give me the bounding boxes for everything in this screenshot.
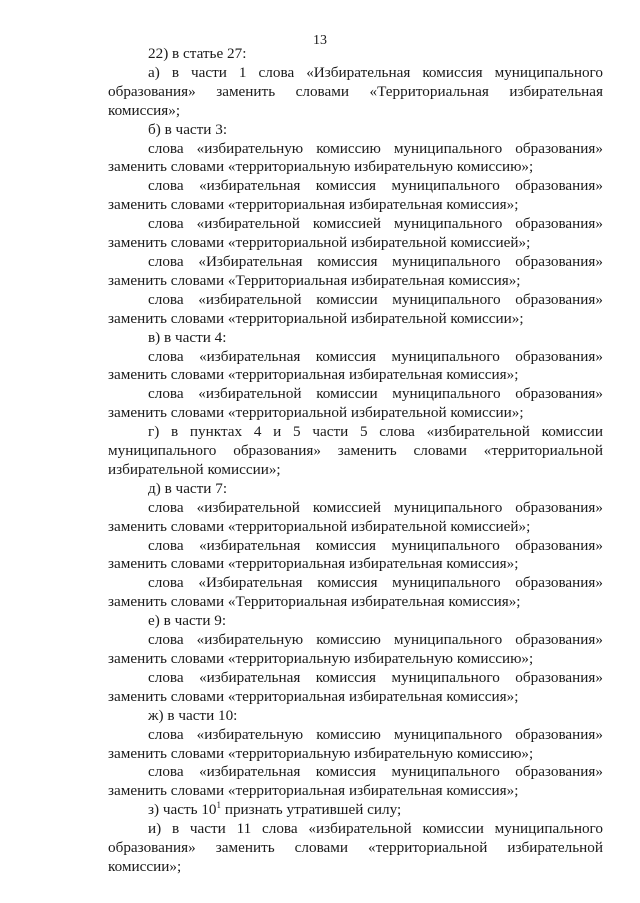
paragraph: д) в части 7: — [148, 479, 228, 497]
paragraph: слова «избирательной комиссией муниципального образования» заменить словами «территориальной избирательной комиссией»; — [108, 215, 603, 252]
paragraph: слова «избирательную комиссию муниципального образования» заменить словами «территориальную избирательную комиссию»; — [108, 139, 603, 176]
paragraph: слова «избирательной комиссии муниципального образования» заменить словами «территориальной избирательной комиссии»; — [108, 385, 603, 422]
item-z-prefix: з) часть 10 — [148, 801, 217, 819]
paragraph: слова «избирательной комиссией муниципального образования» заменить словами «территориальной избирательной комиссией»; — [108, 498, 603, 535]
paragraph: и) в части 11 слова «избирательной комиссии муниципального образования» заменить словами «территориальной избирательной комиссии»; — [108, 820, 603, 875]
document-body — [108, 45, 603, 877]
paragraph: слова «избирательная комиссия муниципального образования» заменить словами «территориальная избирательная комиссия»; — [108, 668, 603, 705]
paragraph: слова «Избирательная комиссия муниципального образования» заменить словами «Территориальная избирательная комиссия»; — [108, 574, 603, 611]
paragraph: слова «Избирательная комиссия муниципального образования» заменить словами «Территориальная избирательная комиссия»; — [108, 252, 603, 289]
paragraph: слова «избирательная комиссия муниципального образования» заменить словами «территориальная избирательная комиссия»; — [108, 763, 603, 800]
paragraph: 22) в статье 27: — [148, 45, 247, 62]
paragraph: г) в пунктах 4 и 5 части 5 слова «избирательной комиссии муниципального образования» заменить словами «территориальной избирательной комиссии»; — [108, 423, 603, 478]
item-z-superscript: 1 — [216, 800, 222, 811]
paragraph: в) в части 4: — [148, 328, 227, 346]
paragraph: слова «избирательную комиссию муниципального образования» заменить словами «территориальную избирательную комиссию»; — [108, 725, 603, 762]
item-z-suffix: признать утратившей силу; — [221, 801, 402, 819]
paragraph: слова «избирательную комиссию муниципального образования» заменить словами «территориальную избирательную комиссию»; — [108, 631, 603, 667]
paragraph: а) в части 1 слова «Избирательная комиссия муниципального образования» заменить словами «Территориальная избирательная комиссия»; — [108, 63, 603, 119]
paragraph: ж) в части 10: — [148, 706, 238, 724]
page-number: 13 — [313, 33, 327, 48]
paragraph-item-z — [108, 801, 603, 820]
paragraph: слова «избирательной комиссии муниципального образования» заменить словами «территориальной избирательной комиссии»; — [108, 290, 603, 327]
paragraph: слова «избирательная комиссия муниципального образования» заменить словами «территориальная избирательная комиссия»; — [108, 177, 603, 214]
paragraph: е) в части 9: — [148, 612, 227, 630]
paragraph: слова «избирательная комиссия муниципального образования» заменить словами «территориальная избирательная комиссия»; — [108, 347, 603, 384]
paragraph: б) в части 3: — [148, 120, 228, 138]
paragraph: слова «избирательная комиссия муниципального образования» заменить словами «территориальная избирательная комиссия»; — [108, 536, 603, 573]
